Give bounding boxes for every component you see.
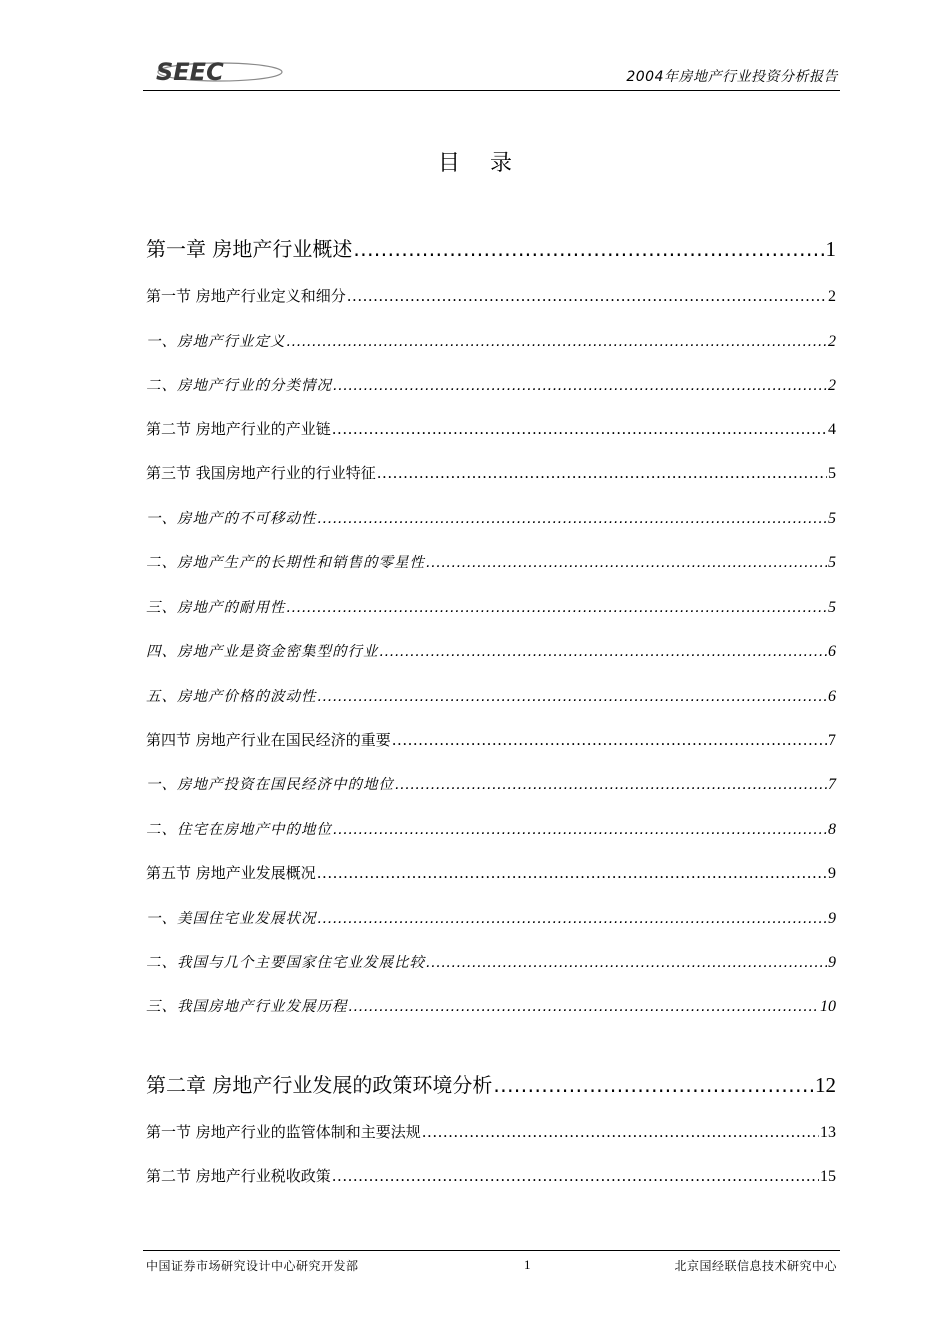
toc-entry-subsection[interactable] (146, 818, 836, 839)
dot-leader (332, 1167, 819, 1185)
toc-entry-subsection[interactable] (146, 995, 836, 1016)
toc-page-number: 13 (820, 1124, 836, 1141)
toc-entry-text: 第一节 房地产行业的监管体制和主要法规 (146, 1123, 421, 1141)
toc-entry-text: 第三节 我国房地产行业的行业特征 (146, 464, 376, 482)
dot-leader (493, 1073, 814, 1097)
toc-entry-subsection[interactable] (146, 374, 836, 395)
dot-leader (318, 511, 828, 527)
toc-entry-section[interactable] (146, 285, 836, 306)
dot-leader (287, 334, 828, 350)
toc-entry-chapter[interactable] (146, 1069, 836, 1098)
toc-entry-subsection[interactable] (146, 507, 836, 528)
toc-entry-text: 第一章 房地产行业概述 (146, 237, 353, 261)
toc-entry-text: 第一节 房地产行业定义和细分 (146, 287, 346, 305)
toc-page-number: 5 (828, 554, 836, 571)
toc-entry-text: 一、房地产行业定义 (146, 334, 286, 350)
toc-page-number: 9 (828, 865, 836, 882)
toc-entry-section[interactable] (146, 1165, 836, 1186)
toc-entry-text: 第四节 房地产行业在国民经济的重要 (146, 731, 391, 749)
toc-entry-text: 二、我国与几个主要国家住宅业发展比较 (146, 955, 425, 971)
seec-logo (150, 56, 290, 86)
toc-page-number: 6 (828, 688, 836, 705)
toc-page-number: 2 (828, 288, 836, 305)
toc-entry-subsection[interactable] (146, 907, 836, 928)
toc-entry-text: 二、住宅在房地产中的地位 (146, 822, 332, 838)
dot-leader (333, 378, 827, 394)
dot-leader (395, 777, 827, 793)
toc-entry-subsection[interactable] (146, 685, 836, 706)
dot-leader (422, 1123, 819, 1141)
dot-leader (353, 237, 824, 261)
footer-organization-left: 中国证券市场研究设计中心研究开发部 (146, 1259, 359, 1273)
toc-page-number: 9 (828, 910, 836, 927)
logo-text: SEEC (156, 58, 224, 86)
dot-leader (287, 600, 828, 616)
toc-entry-text: 五、房地产价格的波动性 (146, 689, 317, 705)
dot-leader (377, 464, 827, 482)
toc-page-number: 2 (828, 333, 836, 350)
dot-leader (347, 287, 827, 305)
toc-entry-text: 一、房地产的不可移动性 (146, 511, 317, 527)
toc-entry-text: 三、我国房地产行业发展历程 (146, 999, 348, 1015)
dot-leader (317, 864, 827, 882)
toc-page-number: 7 (828, 776, 836, 793)
toc-entry-chapter[interactable] (146, 233, 836, 262)
dot-leader (318, 689, 828, 705)
dot-leader (333, 822, 827, 838)
toc-page-number: 8 (828, 821, 836, 838)
toc-entry-text: 第二节 房地产行业的产业链 (146, 420, 331, 438)
dot-leader (349, 999, 820, 1015)
toc-entry-text: 一、美国住宅业发展状况 (146, 911, 317, 927)
dot-leader (426, 555, 827, 571)
footer-page-number: 1 (524, 1257, 531, 1272)
toc-entry-section[interactable] (146, 862, 836, 883)
toc-entry-text: 第五节 房地产业发展概况 (146, 864, 316, 882)
toc-page-number: 4 (828, 421, 836, 438)
header-divider (143, 90, 840, 91)
toc-page-number: 5 (828, 510, 836, 527)
toc-entry-subsection[interactable] (146, 640, 836, 661)
footer-divider (143, 1250, 840, 1251)
toc-entry-text: 一、房地产投资在国民经济中的地位 (146, 777, 394, 793)
toc-entry-text: 二、房地产行业的分类情况 (146, 378, 332, 394)
toc-entry-section[interactable] (146, 1121, 836, 1142)
dot-leader (380, 644, 828, 660)
toc-page-number: 6 (828, 643, 836, 660)
toc-page-number: 1 (825, 237, 836, 261)
toc-entry-subsection[interactable] (146, 773, 836, 794)
toc-entry-subsection[interactable] (146, 951, 836, 972)
toc-entry-text: 四、房地产业是资金密集型的行业 (146, 644, 379, 660)
toc-page-number: 10 (820, 998, 836, 1015)
toc-page-number: 5 (828, 465, 836, 482)
toc-entry-subsection[interactable] (146, 551, 836, 572)
toc-page-number: 7 (828, 732, 836, 749)
dot-leader (332, 420, 827, 438)
dot-leader (318, 911, 828, 927)
toc-entry-subsection[interactable] (146, 330, 836, 351)
toc-entry-text: 第二节 房地产行业税收政策 (146, 1167, 331, 1185)
toc-page-number: 2 (828, 377, 836, 394)
toc-entry-text: 第二章 房地产行业发展的政策环境分析 (146, 1073, 493, 1097)
toc-entry-text: 二、房地产生产的长期性和销售的零星性 (146, 555, 425, 571)
toc-page-number: 5 (828, 599, 836, 616)
dot-leader (426, 955, 827, 971)
toc-entry-section[interactable] (146, 418, 836, 439)
toc-entry-section[interactable] (146, 462, 836, 483)
toc-title: 目录 (437, 151, 542, 176)
dot-leader (392, 731, 827, 749)
footer-organization-right: 北京国经联信息技术研究中心 (674, 1259, 837, 1273)
toc-page-number: 9 (828, 954, 836, 971)
toc-entry-section[interactable] (146, 729, 836, 750)
toc-page-number: 15 (820, 1168, 836, 1185)
toc-entry-subsection[interactable] (146, 596, 836, 617)
toc-entry-text: 三、房地产的耐用性 (146, 600, 286, 616)
toc-page-number: 12 (815, 1073, 836, 1097)
report-title: 2004年房地产行业投资分析报告 (626, 69, 838, 85)
